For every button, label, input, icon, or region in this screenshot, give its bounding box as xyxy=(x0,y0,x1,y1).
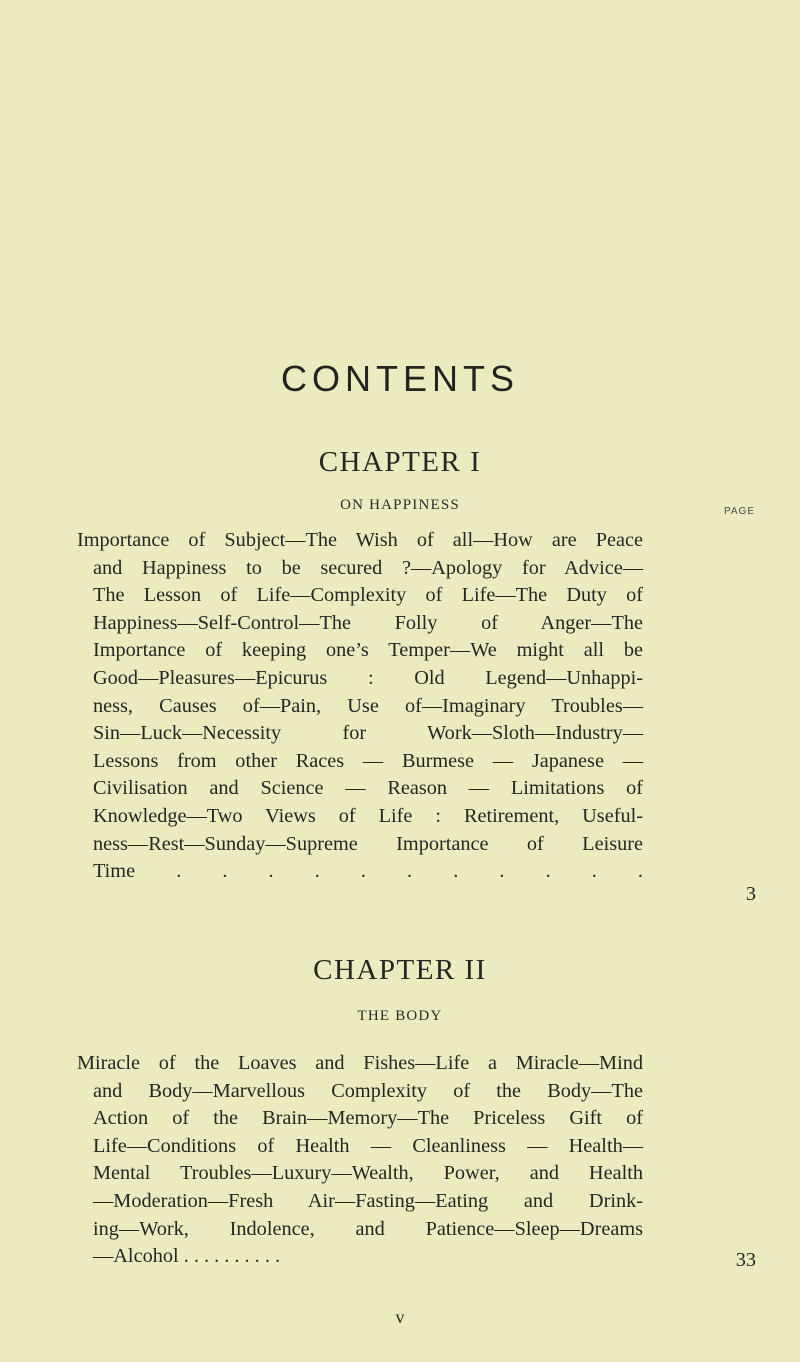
summary-line: Life—Conditions of Health — Cleanliness — Health— xyxy=(93,1134,643,1157)
chapter-1-heading: CHAPTER I xyxy=(318,446,482,478)
summary-line: Miracle of the Loaves and Fishes—Life a Miracle—Mind xyxy=(77,1052,643,1074)
chapter-2-subtitle: THE BODY xyxy=(357,1008,443,1024)
summary-line: ness—Rest—Sunday—Supreme Importance of Leisure xyxy=(93,832,643,855)
summary-line: and Body—Marvellous Complexity of the Body—The xyxy=(93,1079,643,1102)
summary-line: and Happiness to be secured ?—Apology for Advice— xyxy=(93,556,643,579)
summary-line: —Alcohol . . . . . . . . . . xyxy=(93,1245,281,1268)
contents-title: CONTENTS xyxy=(281,358,519,399)
summary-line: Knowledge—Two Views of Life : Retirement, Useful- xyxy=(93,804,643,827)
chapter-1-summary xyxy=(77,527,643,886)
chapter-2-summary xyxy=(77,1050,643,1271)
folio-page-number: v xyxy=(395,1307,405,1327)
summary-line: Civilisation and Science — Reason — Limitations of xyxy=(93,777,643,800)
summary-line: Happiness—Self-Control—The Folly of Anger—The xyxy=(93,611,643,634)
chapter-1-subtitle: ON HAPPINESS xyxy=(340,497,460,513)
summary-line: Time . . . . . . . . . . . xyxy=(93,860,643,883)
page-column-label: PAGE xyxy=(723,506,755,517)
summary-line: —Moderation—Fresh Air—Fasting—Eating and Drink- xyxy=(93,1189,643,1212)
summary-line: Lessons from other Races — Burmese — Japanese — xyxy=(93,749,643,772)
summary-line: Good—Pleasures—Epicurus : Old Legend—Unhappi- xyxy=(93,666,643,689)
summary-line: Importance of Subject—The Wish of all—How are Peace xyxy=(77,529,643,551)
summary-line: The Lesson of Life—Complexity of Life—The Duty of xyxy=(93,584,643,607)
chapter-2-page-number: 33 xyxy=(735,1249,756,1271)
summary-line: Mental Troubles—Luxury—Wealth, Power, and Health xyxy=(93,1162,643,1185)
summary-line: Action of the Brain—Memory—The Priceless Gift of xyxy=(93,1107,643,1130)
summary-line: ing—Work, Indolence, and Patience—Sleep—Dreams xyxy=(93,1217,643,1240)
summary-line: ness, Causes of—Pain, Use of—Imaginary Troubles— xyxy=(93,694,643,717)
chapter-1-page-number: 3 xyxy=(745,883,756,905)
summary-line: Sin—Luck—Necessity for Work—Sloth—Industry— xyxy=(93,722,643,745)
chapter-2-heading: CHAPTER II xyxy=(313,954,487,986)
summary-line: Importance of keeping one’s Temper—We might all be xyxy=(93,639,643,662)
